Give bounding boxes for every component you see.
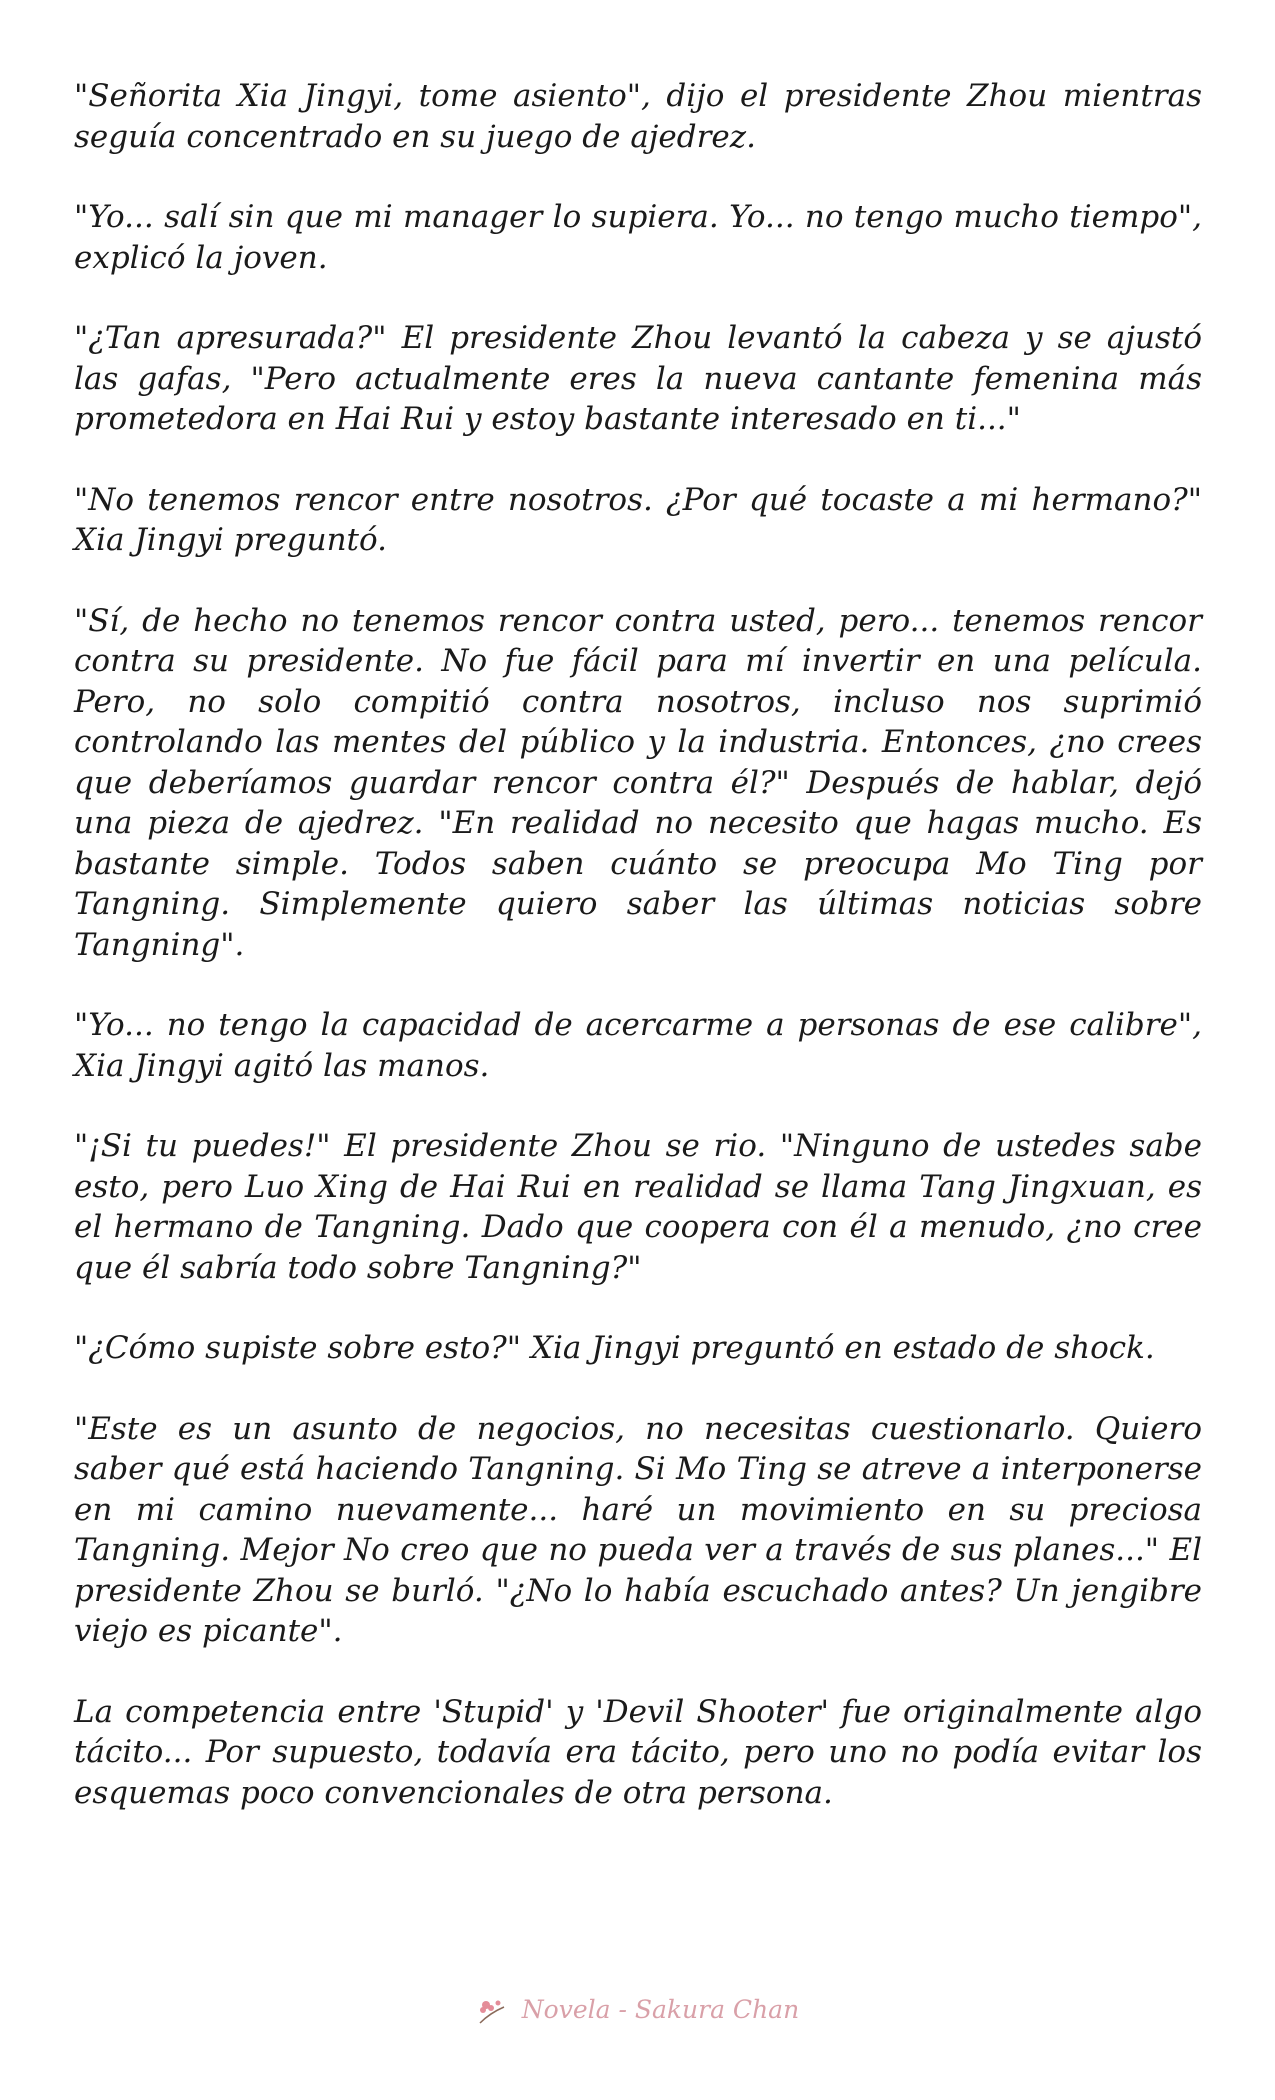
paragraph-5: "Sí, de hecho no tenemos rencor contra usted, pero... tenemos rencor contra su presidente. No fue fácil para mí invertir en una película. Pero, no solo compitió contra nosotros, incluso nos suprimió controlando las mentes del público y la industria. Entonces, ¿no crees que deberíamos guardar rencor contra él?" Después de hablar, dejó una pieza de ajedrez. "En realidad no necesito que hagas mucho. Es bastante simple. Todos saben cuánto se preocupa Mo Ting por Tangning. Simplemente quiero saber las últimas noticias sobre Tangning". xyxy=(74,602,1202,963)
paragraph-7: "¡Si tu puedes!" El presidente Zhou se rio. "Ninguno de ustedes sabe esto, pero Luo Xing de Hai Rui en realidad se llama Tang Jingxuan, es el hermano de Tangning. Dado que coopera con él a menudo, ¿no cree que él sabría todo sobre Tangning?" xyxy=(74,1128,1202,1286)
paragraph-3: "¿Tan apresurada?" El presidente Zhou levantó la cabeza y se ajustó las gafas, "Pero actualmente eres la nueva cantante femenina más prometedora en Hai Rui y estoy bastante interesado en ti..." xyxy=(74,320,1202,437)
paragraph-9: "Este es un asunto de negocios, no necesitas cuestionarlo. Quiero saber qué está haciendo Tangning. Si Mo Ting se atreve a interponerse en mi camino nuevamente... haré un movimiento en su preciosa Tangning. Mejor No creo que no pueda ver a través de sus planes..." El presidente Zhou se burló. "¿No lo había escuchado antes? Un jengibre viejo es picante". xyxy=(74,1410,1202,1649)
paragraph-1: "Señorita Xia Jingyi, tome asiento", dijo el presidente Zhou mientras seguía concentrado en su juego de ajedrez. xyxy=(74,78,1202,155)
paragraph-8: "¿Cómo supiste sobre esto?" Xia Jingyi preguntó en estado de shock. xyxy=(74,1330,1155,1366)
footer-watermark xyxy=(0,1995,1275,2027)
document-body xyxy=(74,76,1202,1853)
paragraph-6: "Yo... no tengo la capacidad de acercarme a personas de ese calibre", Xia Jingyi agitó las manos. xyxy=(74,1007,1202,1084)
paragraph-2: "Yo... salí sin que mi manager lo supiera. Yo... no tengo mucho tiempo", explicó la joven. xyxy=(74,199,1202,276)
footer-text: Novela - Sakura Chan xyxy=(521,1995,800,2024)
paragraph-10: La competencia entre 'Stupid' y 'Devil Shooter' fue originalmente algo tácito... Por supuesto, todavía era tácito, pero uno no podía evitar los esquemas poco convencionales de otra persona. xyxy=(74,1693,1202,1811)
paragraph-4: "No tenemos rencor entre nosotros. ¿Por qué tocaste a mi hermano?" Xia Jingyi preguntó. xyxy=(74,481,1202,558)
sakura-flower-icon xyxy=(476,1997,510,2027)
